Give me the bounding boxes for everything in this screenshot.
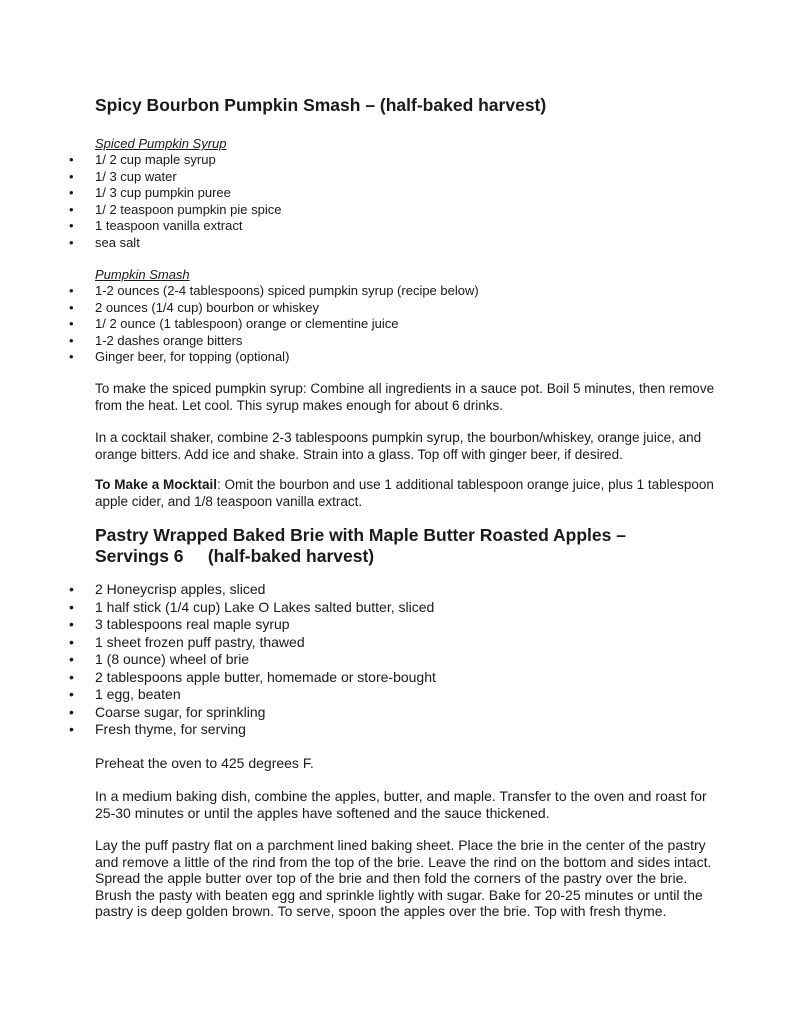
bullet-icon: •	[69, 234, 74, 250]
bullet-icon: •	[69, 201, 74, 217]
bullet-icon: •	[69, 299, 74, 315]
bullet-icon: •	[69, 283, 74, 298]
bullet-icon: •	[69, 703, 74, 720]
list-item: • 1 half stick (1/4 cup) Lake O Lakes salted butter, sliced	[69, 598, 435, 615]
bullet-icon: •	[69, 668, 74, 685]
bullet-icon: •	[69, 633, 74, 650]
list-item: • 1-2 dashes orange bitters	[69, 332, 243, 348]
apples-instructions: In a medium baking dish, combine the apples, butter, and maple. Transfer to the oven and roast for 25-30 minutes or until the apples have softened and the sauce thickened.	[95, 788, 707, 821]
bullet-icon: •	[69, 616, 74, 632]
list-item: • 1 teaspoon vanilla extract	[69, 218, 243, 234]
list-item: • 1/ 2 teaspoon pumpkin pie spice	[69, 201, 282, 217]
bullet-icon: •	[69, 349, 74, 365]
bullet-icon: •	[69, 168, 74, 184]
bullet-icon: •	[69, 185, 74, 201]
list-item: • Fresh thyme, for serving	[69, 721, 246, 737]
syrup-instructions: To make the spiced pumpkin syrup: Combine all ingredients in a sauce pot. Boil 5 minutes, then remove from the heat. Let cool. This syrup makes enough for about 6 drinks.	[95, 381, 715, 413]
bullet-icon: •	[69, 152, 74, 167]
list-item: • 2 ounces (1/4 cup) bourbon or whiskey	[69, 299, 320, 315]
recipe2-title-line2: Servings 6 (half-baked harvest)	[95, 546, 375, 566]
mocktail-instructions: To Make a Mocktail: Omit the bourbon and use 1 additional tablespoon orange juice, plus 1 tablespoon apple cider, and 1/8 teaspoon vanilla extract.	[95, 477, 714, 509]
bullet-icon: •	[69, 651, 74, 667]
list-item: • 1/ 3 cup water	[69, 168, 177, 184]
list-item: • 2 tablespoons apple butter, homemade or store-bought	[69, 668, 436, 685]
list-item: • 1 (8 ounce) wheel of brie	[69, 651, 250, 667]
list-item: • 1 sheet frozen puff pastry, thawed	[69, 633, 305, 650]
recipe1-title: Spicy Bourbon Pumpkin Smash – (half-baked harvest)	[95, 95, 547, 115]
list-item: • 1 egg, beaten	[69, 686, 181, 702]
list-item: • 1/ 3 cup pumpkin puree	[69, 185, 231, 201]
list-item: • 1-2 ounces (2-4 tablespoons) spiced pumpkin syrup (recipe below)	[69, 283, 479, 298]
list-item: • sea salt	[69, 234, 140, 250]
shaker-instructions: In a cocktail shaker, combine 2-3 tablespoons pumpkin syrup, the bourbon/whiskey, orange juice, and orange bitters. Add ice and shake. Strain into a glass. Top off with ginger beer, if desired.	[95, 430, 702, 462]
list-item: • 3 tablespoons real maple syrup	[69, 616, 290, 632]
list-item: • Coarse sugar, for sprinkling	[69, 703, 266, 720]
bullet-icon: •	[69, 316, 74, 332]
list-item: • 1/ 2 ounce (1 tablespoon) orange or clementine juice	[69, 316, 399, 332]
pastry-instructions: Lay the puff pastry flat on a parchment lined baking sheet. Place the brie in the center of the pastry and remove a little of the rind from the top of the brie. Leave the rind on the bottom and sides intact. Spread the apple butter over top of the brie and then fold the corners of the pastry over the brie. Brush the pasty with beaten egg and sprinkle lightly with sugar. Bake for 20-25 minutes or until the pastry is deep golden brown. To serve, spoon the apples over the brie. Top with fresh thyme.	[95, 837, 712, 919]
preheat-instructions: Preheat the oven to 425 degrees F.	[95, 755, 314, 771]
list-item: • Ginger beer, for topping (optional)	[69, 349, 290, 365]
bullet-icon: •	[69, 581, 74, 597]
smash-subheading: Pumpkin Smash	[95, 267, 190, 282]
syrup-ingredient-list	[0, 152, 281, 252]
bullet-icon: •	[69, 598, 74, 615]
bullet-icon: •	[69, 686, 74, 702]
smash-ingredient-list	[0, 283, 479, 366]
recipe2-title-line1: Pastry Wrapped Baked Brie with Maple Butter Roasted Apples –	[95, 525, 626, 545]
brie-ingredient-list	[0, 581, 436, 739]
list-item: • 2 Honeycrisp apples, sliced	[69, 581, 266, 597]
list-item: • 1/ 2 cup maple syrup	[69, 152, 216, 167]
bullet-icon: •	[69, 218, 74, 234]
syrup-subheading: Spiced Pumpkin Syrup	[95, 136, 227, 151]
mocktail-label: To Make a Mocktail	[95, 477, 218, 492]
bullet-icon: •	[69, 332, 74, 348]
bullet-icon: •	[69, 721, 74, 737]
